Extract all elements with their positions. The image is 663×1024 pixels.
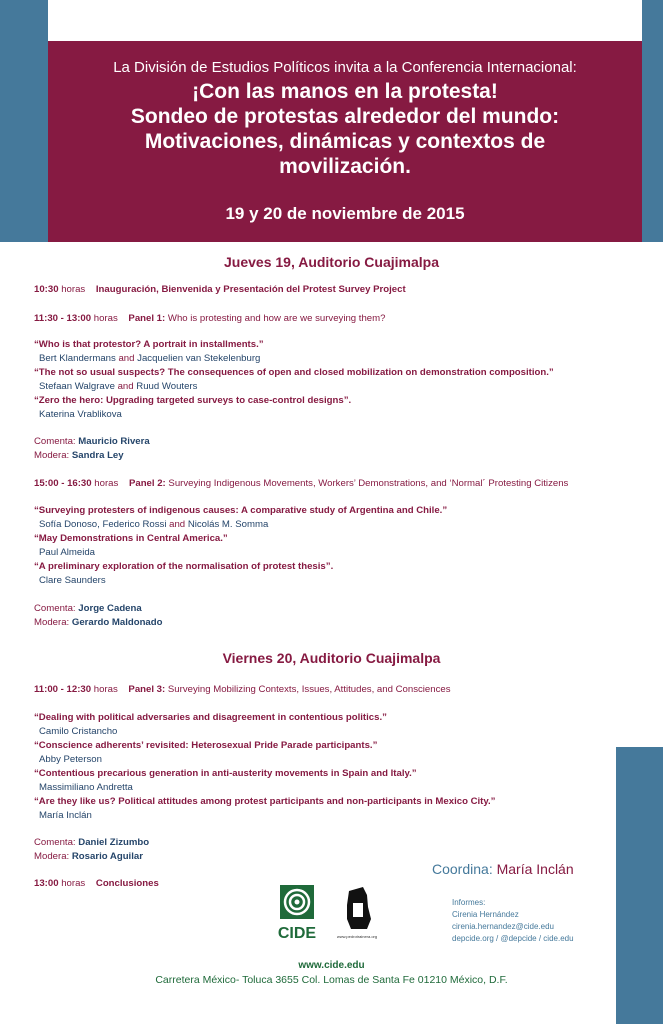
talk-title: “A preliminary exploration of the normalisation of protest thesis”. (34, 561, 334, 572)
author: Bert Klandermans (39, 353, 116, 364)
author: Nicolás M. Somma (187, 519, 269, 530)
author: Jacquelien van Stekelenburg (137, 353, 261, 364)
title-line: ¡Con las manos en la protesta! (192, 80, 498, 103)
panel3-header (34, 684, 451, 695)
talk-authors (39, 409, 122, 420)
author: Clare Saunders (39, 575, 106, 586)
day2-heading: Viernes 20, Auditorio Cuajimalpa (222, 650, 441, 666)
cide-logo-text: CIDE (277, 925, 317, 941)
top-white-strip (48, 0, 642, 41)
header-banner (48, 41, 642, 242)
session-unit: horas (93, 684, 118, 695)
panel2-header (34, 478, 568, 489)
role-person: Mauricio Rivera (78, 436, 150, 447)
author: Camilo Cristancho (39, 726, 118, 737)
session-time: 13:00 (34, 878, 59, 889)
talk-title: “Contentious precarious generation in anti-austerity movements in Spain and Italy.” (34, 768, 417, 779)
title-line: Sondeo de protestas alrededor del mundo: (130, 105, 560, 128)
talk-authors (39, 754, 102, 765)
panel-label: Panel 3: (128, 684, 166, 695)
author-join: and (117, 381, 134, 392)
invitation-line: La División de Estudios Políticos invita a la Conferencia Internacional: (113, 59, 577, 76)
modera-line (34, 617, 163, 628)
session-unit: horas (61, 284, 86, 295)
panel-title: Who is protesting and how are we surveying them? (167, 313, 386, 324)
role-label: Modera: (34, 617, 70, 628)
modera-line (34, 450, 124, 461)
informes-email[interactable]: cirenia.hernandez@cide.edu (452, 922, 554, 931)
author: Sofía Donoso, Federico Rossi (39, 519, 167, 530)
conference-dates: 19 y 20 de noviembre de 2015 (225, 204, 465, 223)
role-person: Jorge Cadena (78, 603, 142, 614)
comenta-line (34, 837, 149, 848)
coordina-label: Coordina: (432, 861, 493, 877)
role-label: Comenta: (34, 837, 76, 848)
opening-session (34, 284, 406, 295)
comenta-line (34, 603, 142, 614)
author: Stefaan Walgrave (39, 381, 115, 392)
address: Carretera México- Toluca 3655 Col. Lomas de Santa Fe 01210 México, D.F. (155, 974, 508, 986)
comenta-line (34, 436, 150, 447)
panel1-header (34, 313, 385, 324)
talk-authors (39, 726, 117, 737)
panel-title: Surveying Indigenous Movements, Workers’ Demonstrations, and ‘Normal´ Protesting Citizens (168, 478, 569, 489)
author-join: and (118, 353, 135, 364)
talk-authors (39, 810, 92, 821)
role-label: Modera: (34, 450, 70, 461)
author: Katerina Vrablikova (39, 409, 122, 420)
talk-title: “Who is that protestor? A portrait in installments.” (34, 339, 264, 350)
talk-title: “Zero the hero: Upgrading targeted surveys to case-control designs”. (34, 395, 352, 406)
role-label: Comenta: (34, 436, 76, 447)
fist-logo-caption: www.pedrotrainera.org (337, 934, 377, 939)
coordina-line (432, 861, 574, 877)
talk-title: “May Demonstrations in Central America.” (34, 533, 228, 544)
talk-authors (39, 381, 197, 392)
role-label: Modera: (34, 851, 70, 862)
session-time: 10:30 (34, 284, 59, 295)
talk-authors (39, 575, 106, 586)
talk-title: “Surveying protesters of indigenous causes: A comparative study of Argentina and Chile.” (34, 505, 448, 516)
talk-authors (39, 547, 95, 558)
session-text: Conclusiones (95, 878, 159, 889)
author: Paul Almeida (39, 547, 95, 558)
session-time: 11:30 - 13:00 (34, 313, 92, 324)
title-line: Motivaciones, dinámicas y contextos de (144, 130, 546, 153)
role-person: Gerardo Maldonado (71, 617, 163, 628)
modera-line (34, 851, 143, 862)
session-unit: horas (61, 878, 86, 889)
closing-session (34, 878, 159, 889)
author: Abby Peterson (39, 754, 102, 765)
conference-title (48, 79, 642, 179)
informes-name: Cirenia Hernández (452, 910, 519, 919)
right-blue-bar-top (642, 0, 663, 242)
panel-label: Panel 2: (128, 478, 166, 489)
panel-label: Panel 1: (128, 313, 166, 324)
coordina-name: María Inclán (496, 861, 574, 877)
title-line: movilización. (279, 155, 411, 178)
role-person: Rosario Aguilar (71, 851, 143, 862)
author: Massimiliano Andretta (39, 782, 133, 793)
role-person: Daniel Zizumbo (78, 837, 150, 848)
talk-authors (39, 519, 268, 530)
talk-title: “Conscience adherents’ revisited: Heterosexual Pride Parade participants.” (34, 740, 378, 751)
session-time: 15:00 - 16:30 (34, 478, 92, 489)
website-link[interactable]: www.cide.edu (298, 960, 365, 971)
day1-heading: Jueves 19, Auditorio Cuajimalpa (224, 254, 439, 270)
talk-title: “Dealing with political adversaries and disagreement in contentious politics.” (34, 712, 387, 723)
fist-logo (337, 885, 377, 941)
author-join: and (169, 519, 186, 530)
talk-title: “The not so usual suspects? The consequences of open and closed mobilization on demonstration composition.” (34, 367, 554, 378)
session-unit: horas (93, 313, 118, 324)
talk-authors (39, 353, 260, 364)
author: María Inclán (39, 810, 92, 821)
role-label: Comenta: (34, 603, 76, 614)
session-unit: horas (94, 478, 119, 489)
informes-label: Informes: (452, 898, 486, 907)
talk-title: “Are they like us? Political attitudes among protest participants and non-participants in Mexico City.” (34, 796, 496, 807)
cide-logo (272, 885, 322, 941)
talk-authors (39, 782, 133, 793)
informes-links[interactable]: depcide.org / @depcide / cide.edu (452, 934, 574, 943)
author: Ruud Wouters (136, 381, 198, 392)
session-time: 11:00 - 12:30 (34, 684, 92, 695)
left-blue-bar (0, 0, 48, 242)
panel-title: Surveying Mobilizing Contexts, Issues, Attitudes, and Consciences (167, 684, 451, 695)
role-person: Sandra Ley (71, 450, 124, 461)
session-text: Inauguración, Bienvenida y Presentación del Protest Survey Project (95, 284, 406, 295)
